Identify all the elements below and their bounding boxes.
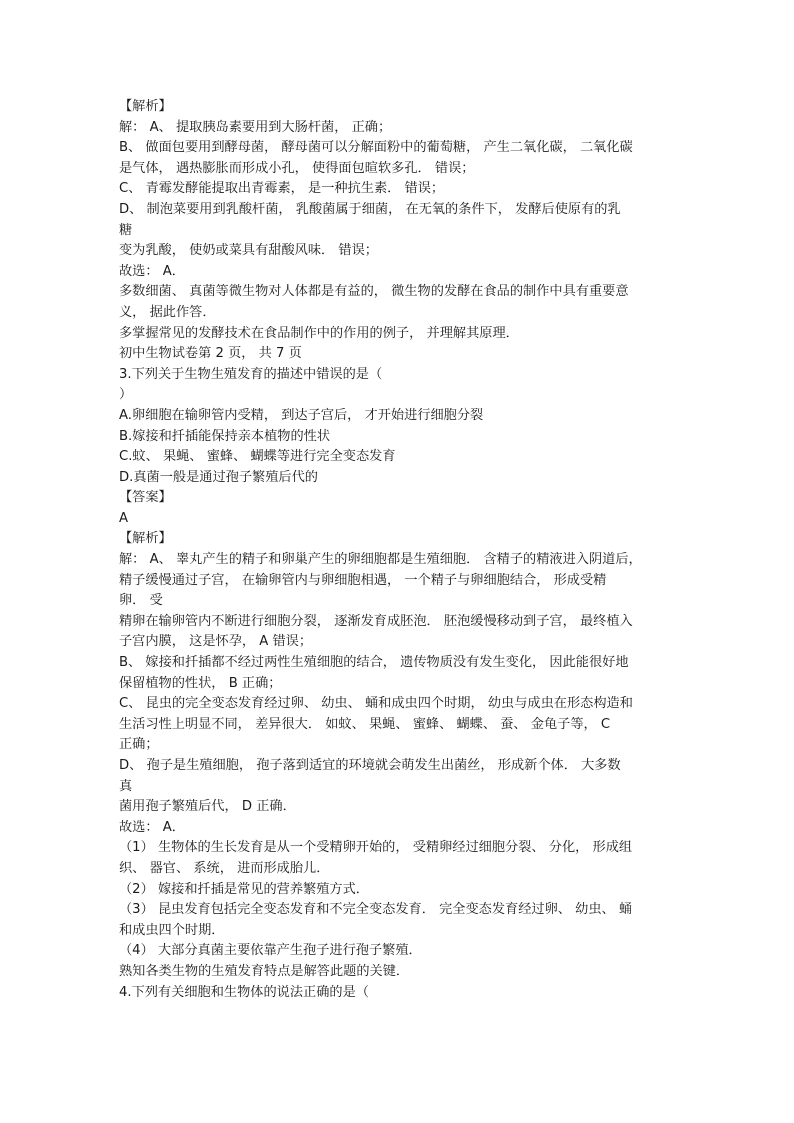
text-line: 【解析】 [119,99,172,114]
text-line: C、 青霉发酵能提取出青霉素， 是一种抗生素． 错误； [119,181,445,197]
text-line: 精卵在输卵管内不断进行细胞分裂， 逐渐发育成胚泡． 胚泡缓慢移动到子宫， 最终植入 [119,613,633,629]
text-line: D、 制泡菜要用到乳酸杆菌， 乳酸菌属于细菌， 在无氧的条件下， 发酵后使原有的乳 [119,201,621,217]
text-line: （4） 大部分真菌主要依靠产生孢子进行孢子繁殖． [119,943,422,959]
text-line: 生活习性上明显不同， 差异很大． 如蚊、 果蝇、 蜜蜂、 蝴蝶、 蚕、 金龟子等， C [119,716,611,732]
text-line: 解： A、 提取胰岛素要用到大肠杆菌， 正确； [119,119,392,135]
text-line: 解： A、 睾丸产生的精子和卵巢产生的卵细胞都是生殖细胞． 含精子的精液进入阴道后， [119,552,642,568]
text-line: ） [119,387,133,403]
text-line: 故选： A． [119,819,185,835]
text-line: D、 孢子是生殖细胞， 孢子落到适宜的环境就会萌发生出菌丝， 形成新个体． 大多数 [119,758,621,773]
text-line: 【解析】 [119,531,172,547]
text-line: 子宫内膜， 这是怀孕， A 错误； [119,634,313,650]
text-line: 精子缓慢通过子宫， 在输卵管内与卵细胞相遇， 一个精子与卵细胞结合， 形成受精 [119,572,607,588]
text-line: 是气体， 遇热膨胀而形成小孔， 使得面包暄软多孔． 错误； [119,160,475,176]
text-line: 卵． 受 [119,593,163,609]
text-line: 多掌握常见的发酵技术在食品制作中的作用的例子， 并理解其原理． [119,325,519,341]
text-line: 熟知各类生物的生殖发育特点是解答此题的关键． [119,963,410,979]
document-body [119,97,679,1003]
text-line: （2） 嫁接和扦插是常见的营养繁殖方式． [119,881,369,897]
text-line: 织、 器官、 系统， 进而形成胎儿． [119,860,330,876]
text-line: 变为乳酸， 使奶或菜具有甜酸风味． 错误； [119,243,378,259]
text-line: （3） 昆虫发育包括完全变态发育和不完全变态发育． 完全变态发育经过卵、 幼虫、 蛹 [119,902,633,918]
text-line: 多数细菌、 真菌等微生物对人体都是有益的， 微生物的发酵在食品的制作中具有重要意 [119,284,629,300]
text-line: B、 嫁接和扦插都不经过两性生殖细胞的结合， 遗传物质没有发生变化， 因此能很好地 [119,655,629,671]
text-line: 糖 [119,222,133,238]
text-line: 菌用孢子繁殖后代， D 正确． [119,799,296,815]
text-line: A [119,510,129,526]
text-line: 【答案】 [119,490,172,506]
text-line: 真 [119,778,133,794]
text-line: 和成虫四个时期． [119,922,225,938]
text-line: （1） 生物体的生长发育是从一个受精卵开始的， 受精卵经过细胞分裂、 分化， 形成组 [119,840,633,856]
text-line: B.嫁接和扦插能保持亲本植物的性状 [119,428,331,444]
text-line: 3.下列关于生物生殖发育的描述中错误的是（ [119,366,383,382]
text-line: 正确； [119,737,159,753]
text-line: C、 昆虫的完全变态发育经过卵、 幼虫、 蛹和成虫四个时期， 幼虫与成虫在形态构造和 [119,696,633,712]
text-line: B、 做面包要用到酵母菌， 酵母菌可以分解面粉中的葡萄糖， 产生二氧化碳， 二氧化碳 [119,140,633,156]
text-line: 初中生物试卷第 2 页， 共 7 页 [119,346,302,362]
text-line: 保留植物的性状， B 正确； [119,675,282,691]
text-line: D.真菌一般是通过孢子繁殖后代的 [119,469,318,485]
text-line: C.蚊、 果蝇、 蜜蜂、 蝴蝶等进行完全变态发育 [119,449,396,465]
text-line: 4.下列有关细胞和生物体的说法正确的是（ [119,984,369,1000]
text-line: 故选： A． [119,263,185,279]
text-line: 义， 据此作答． [119,304,216,320]
text-line: A.卵细胞在输卵管内受精， 到达子宫后， 才开始进行细胞分裂 [119,407,484,423]
